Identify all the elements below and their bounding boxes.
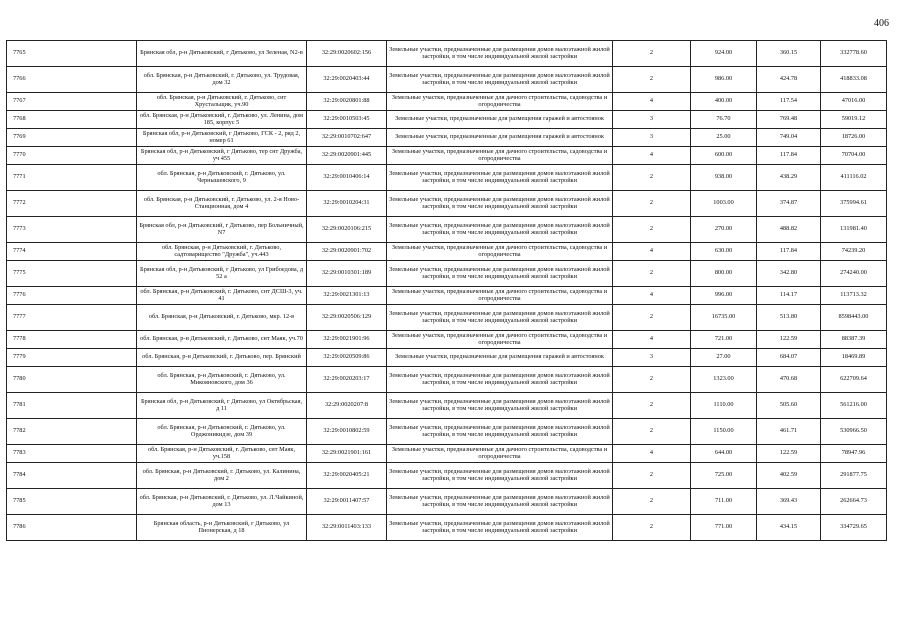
specific-value-cell: 369.43 bbox=[757, 489, 821, 515]
cadastral-number-cell: 32:29:0010301:189 bbox=[307, 261, 387, 287]
group-cell: 3 bbox=[613, 111, 691, 129]
row-number: 7786 bbox=[7, 515, 137, 541]
cadastral-value-cell: 291877.75 bbox=[821, 463, 887, 489]
address-cell: обл. Брянская, р-н Дятьковский, г. Дятьково, ул. Калинина, дом 2 bbox=[137, 463, 307, 489]
cadastral-number-cell: 32:29:0020203:17 bbox=[307, 367, 387, 393]
specific-value-cell: 505.60 bbox=[757, 393, 821, 419]
specific-value-cell: 117.84 bbox=[757, 243, 821, 261]
table-row bbox=[7, 111, 887, 129]
specific-value-cell: 684.07 bbox=[757, 349, 821, 367]
row-number: 7765 bbox=[7, 41, 137, 67]
row-number: 7774 bbox=[7, 243, 137, 261]
group-cell: 3 bbox=[613, 349, 691, 367]
land-use-cell: Земельные участки, предназначенные для дачного строительства, садоводства и огородничества bbox=[387, 93, 613, 111]
cadastral-number-cell: 32:29:0021901:161 bbox=[307, 445, 387, 463]
specific-value-cell: 360.15 bbox=[757, 41, 821, 67]
cadastral-number-cell: 32:29:0020602:156 bbox=[307, 41, 387, 67]
table-row bbox=[7, 349, 887, 367]
area-cell: 721.00 bbox=[691, 331, 757, 349]
cadastral-value-cell: 418833.08 bbox=[821, 67, 887, 93]
row-number: 7780 bbox=[7, 367, 137, 393]
cadastral-number-cell: 32:29:0010204:31 bbox=[307, 191, 387, 217]
cadastral-value-cell: 18469.89 bbox=[821, 349, 887, 367]
page-number: 406 bbox=[874, 18, 889, 29]
land-use-cell: Земельные участки, предназначенные для размещения домов малоэтажной жилой застройки, в том числе индивидуальной жилой застройки bbox=[387, 191, 613, 217]
table-row bbox=[7, 367, 887, 393]
group-cell: 4 bbox=[613, 331, 691, 349]
address-cell: обл. Брянская, р-н Дятьковский, г. Дятьково, ул. 2-я Ново-Станционная, дом 4 bbox=[137, 191, 307, 217]
land-use-cell: Земельные участки, предназначенные для размещения гаражей и автостоянок bbox=[387, 111, 613, 129]
group-cell: 2 bbox=[613, 217, 691, 243]
land-use-cell: Земельные участки, предназначенные для дачного строительства, садоводства и огородничества bbox=[387, 445, 613, 463]
land-use-cell: Земельные участки, предназначенные для дачного строительства, садоводства и огородничества bbox=[387, 331, 613, 349]
area-cell: 76.70 bbox=[691, 111, 757, 129]
group-cell: 2 bbox=[613, 41, 691, 67]
address-cell: обл. Брянская, р-н Дятьковский, г. Дятьково, снт Маяк, уч.158 bbox=[137, 445, 307, 463]
address-cell: обл. Брянская, р-н Дятьковский, г. Дятьково, пер. Брянский bbox=[137, 349, 307, 367]
cadastral-value-table bbox=[6, 40, 887, 541]
cadastral-value-cell: 74239.20 bbox=[821, 243, 887, 261]
table-row bbox=[7, 191, 887, 217]
specific-value-cell: 117.54 bbox=[757, 93, 821, 111]
area-cell: 25.00 bbox=[691, 129, 757, 147]
address-cell: обл. Брянская, р-н Дятьковский, г. Дятьково, ул. Микояновского, дом 36 bbox=[137, 367, 307, 393]
specific-value-cell: 488.82 bbox=[757, 217, 821, 243]
specific-value-cell: 749.04 bbox=[757, 129, 821, 147]
cadastral-value-cell: 18726.00 bbox=[821, 129, 887, 147]
address-cell: обл. Брянская, р-н Дятьковский, г. Дятьково, садтоварищество "Дружба", уч.443 bbox=[137, 243, 307, 261]
area-cell: 1003.00 bbox=[691, 191, 757, 217]
cadastral-value-cell: 59019.12 bbox=[821, 111, 887, 129]
row-number: 7784 bbox=[7, 463, 137, 489]
cadastral-value-cell: 78947.96 bbox=[821, 445, 887, 463]
row-number: 7768 bbox=[7, 111, 137, 129]
cadastral-number-cell: 32:29:0021901:96 bbox=[307, 331, 387, 349]
land-use-cell: Земельные участки, предназначенные для размещения домов малоэтажной жилой застройки, в том числе индивидуальной жилой застройки bbox=[387, 165, 613, 191]
specific-value-cell: 461.71 bbox=[757, 419, 821, 445]
address-cell: обл. Брянская, р-н Дятьковский, г. Дятьково, снт Маяк, уч.70 bbox=[137, 331, 307, 349]
table-body bbox=[7, 41, 887, 541]
table-row bbox=[7, 489, 887, 515]
address-cell: обл. Брянская, р-н Дятьковский, г. Дятьково, снт ДСШ-3, уч. 41 bbox=[137, 287, 307, 305]
specific-value-cell: 769.48 bbox=[757, 111, 821, 129]
cadastral-number-cell: 32:29:0020506:129 bbox=[307, 305, 387, 331]
land-use-cell: Земельные участки, предназначенные для размещения домов малоэтажной жилой застройки, в том числе индивидуальной жилой застройки bbox=[387, 217, 613, 243]
specific-value-cell: 438.29 bbox=[757, 165, 821, 191]
group-cell: 2 bbox=[613, 305, 691, 331]
row-number: 7772 bbox=[7, 191, 137, 217]
group-cell: 2 bbox=[613, 67, 691, 93]
row-number: 7767 bbox=[7, 93, 137, 111]
specific-value-cell: 424.78 bbox=[757, 67, 821, 93]
table-row bbox=[7, 287, 887, 305]
land-use-cell: Земельные участки, предназначенные для дачного строительства, садоводства и огородничества bbox=[387, 287, 613, 305]
cadastral-number-cell: 32:29:0010702:647 bbox=[307, 129, 387, 147]
table-row bbox=[7, 463, 887, 489]
cadastral-value-cell: 88387.39 bbox=[821, 331, 887, 349]
row-number: 7766 bbox=[7, 67, 137, 93]
cadastral-value-cell: 262664.73 bbox=[821, 489, 887, 515]
specific-value-cell: 513.80 bbox=[757, 305, 821, 331]
group-cell: 3 bbox=[613, 129, 691, 147]
address-cell: обл. Брянская, р-н Дятьковский, г. Дятьково, ул. Ленина, дом 185, корпус 5 bbox=[137, 111, 307, 129]
cadastral-value-cell: 375994.61 bbox=[821, 191, 887, 217]
specific-value-cell: 114.17 bbox=[757, 287, 821, 305]
area-cell: 270.00 bbox=[691, 217, 757, 243]
cadastral-number-cell: 32:29:0020403:44 bbox=[307, 67, 387, 93]
address-cell: обл. Брянская, р-н Дятьковский, г. Дятьково, ул. Орджоникидзе, дом 39 bbox=[137, 419, 307, 445]
area-cell: 938.00 bbox=[691, 165, 757, 191]
row-number: 7773 bbox=[7, 217, 137, 243]
table-row bbox=[7, 445, 887, 463]
group-cell: 2 bbox=[613, 367, 691, 393]
row-number: 7775 bbox=[7, 261, 137, 287]
cadastral-value-cell: 8598443.00 bbox=[821, 305, 887, 331]
row-number: 7783 bbox=[7, 445, 137, 463]
table-row bbox=[7, 41, 887, 67]
area-cell: 725.00 bbox=[691, 463, 757, 489]
cadastral-value-cell: 70704.00 bbox=[821, 147, 887, 165]
group-cell: 4 bbox=[613, 445, 691, 463]
row-number: 7771 bbox=[7, 165, 137, 191]
land-use-cell: Земельные участки, предназначенные для размещения домов малоэтажной жилой застройки, в том числе индивидуальной жилой застройки bbox=[387, 515, 613, 541]
land-use-cell: Земельные участки, предназначенные для размещения домов малоэтажной жилой застройки, в том числе индивидуальной жилой застройки bbox=[387, 489, 613, 515]
specific-value-cell: 122.59 bbox=[757, 445, 821, 463]
row-number: 7770 bbox=[7, 147, 137, 165]
row-number: 7785 bbox=[7, 489, 137, 515]
specific-value-cell: 402.59 bbox=[757, 463, 821, 489]
table-row bbox=[7, 243, 887, 261]
address-cell: Брянская обл, р-н Дятьковский, г Дятьково, ГСК - 2, ряд 2, номер 61 bbox=[137, 129, 307, 147]
group-cell: 4 bbox=[613, 147, 691, 165]
cadastral-number-cell: 32:29:0010503:45 bbox=[307, 111, 387, 129]
group-cell: 4 bbox=[613, 287, 691, 305]
address-cell: обл. Брянская, р-н Дятьковский, г. Дятьково, ул. Чернышевского, 9 bbox=[137, 165, 307, 191]
land-use-cell: Земельные участки, предназначенные для размещения домов малоэтажной жилой застройки, в том числе индивидуальной жилой застройки bbox=[387, 367, 613, 393]
address-cell: Брянская обл, р-н Дятьковский, г Дятьково, ул Грибоедова, д 52 а bbox=[137, 261, 307, 287]
specific-value-cell: 117.84 bbox=[757, 147, 821, 165]
land-use-cell: Земельные участки, предназначенные для размещения домов малоэтажной жилой застройки, в том числе индивидуальной жилой застройки bbox=[387, 41, 613, 67]
address-cell: Брянская обл, р-н Дятьковский, г Дятьково, пер Больничный, N7 bbox=[137, 217, 307, 243]
cadastral-value-cell: 113713.32 bbox=[821, 287, 887, 305]
row-number: 7779 bbox=[7, 349, 137, 367]
group-cell: 2 bbox=[613, 165, 691, 191]
row-number: 7769 bbox=[7, 129, 137, 147]
land-use-cell: Земельные участки, предназначенные для дачного строительства, садоводства и огородничества bbox=[387, 243, 613, 261]
table-row bbox=[7, 331, 887, 349]
area-cell: 1323.00 bbox=[691, 367, 757, 393]
group-cell: 2 bbox=[613, 393, 691, 419]
specific-value-cell: 434.15 bbox=[757, 515, 821, 541]
group-cell: 2 bbox=[613, 261, 691, 287]
group-cell: 2 bbox=[613, 489, 691, 515]
area-cell: 16735.00 bbox=[691, 305, 757, 331]
table-row bbox=[7, 305, 887, 331]
row-number: 7776 bbox=[7, 287, 137, 305]
land-use-cell: Земельные участки, предназначенные для размещения домов малоэтажной жилой застройки, в том числе индивидуальной жилой застройки bbox=[387, 393, 613, 419]
cadastral-number-cell: 32:29:0021301:13 bbox=[307, 287, 387, 305]
land-use-cell: Земельные участки, предназначенные для дачного строительства, садоводства и огородничества bbox=[387, 147, 613, 165]
specific-value-cell: 122.59 bbox=[757, 331, 821, 349]
cadastral-value-cell: 332778.60 bbox=[821, 41, 887, 67]
group-cell: 2 bbox=[613, 515, 691, 541]
area-cell: 1150.00 bbox=[691, 419, 757, 445]
land-use-cell: Земельные участки, предназначенные для размещения гаражей и автостоянок bbox=[387, 349, 613, 367]
address-cell: Брянская обл, р-н Дятьковский, г Дятьково, ул Зеленая, N2-в bbox=[137, 41, 307, 67]
group-cell: 4 bbox=[613, 243, 691, 261]
area-cell: 1110.00 bbox=[691, 393, 757, 419]
cadastral-number-cell: 32:29:0020405:21 bbox=[307, 463, 387, 489]
cadastral-value-cell: 274240.00 bbox=[821, 261, 887, 287]
address-cell: обл. Брянская, р-н Дятьковский, г. Дятьково, ул. Трудовая, дом 32 bbox=[137, 67, 307, 93]
table-row bbox=[7, 67, 887, 93]
row-number: 7778 bbox=[7, 331, 137, 349]
area-cell: 996.00 bbox=[691, 287, 757, 305]
group-cell: 2 bbox=[613, 463, 691, 489]
area-cell: 711.00 bbox=[691, 489, 757, 515]
specific-value-cell: 342.80 bbox=[757, 261, 821, 287]
address-cell: Брянская обл, р-н Дятьковский, г Дятьково, тер снт Дружба, уч 455 bbox=[137, 147, 307, 165]
cadastral-value-cell: 561216.00 bbox=[821, 393, 887, 419]
area-cell: 27.00 bbox=[691, 349, 757, 367]
table-row bbox=[7, 261, 887, 287]
table-row bbox=[7, 165, 887, 191]
row-number: 7782 bbox=[7, 419, 137, 445]
land-use-cell: Земельные участки, предназначенные для размещения домов малоэтажной жилой застройки, в том числе индивидуальной жилой застройки bbox=[387, 419, 613, 445]
cadastral-number-cell: 32:29:0020901:445 bbox=[307, 147, 387, 165]
cadastral-value-cell: 411116.02 bbox=[821, 165, 887, 191]
specific-value-cell: 470.68 bbox=[757, 367, 821, 393]
cadastral-value-cell: 334729.65 bbox=[821, 515, 887, 541]
land-use-cell: Земельные участки, предназначенные для размещения гаражей и автостоянок bbox=[387, 129, 613, 147]
area-cell: 924.00 bbox=[691, 41, 757, 67]
cadastral-value-cell: 131981.40 bbox=[821, 217, 887, 243]
specific-value-cell: 374.87 bbox=[757, 191, 821, 217]
group-cell: 2 bbox=[613, 419, 691, 445]
table-row bbox=[7, 147, 887, 165]
land-use-cell: Земельные участки, предназначенные для размещения домов малоэтажной жилой застройки, в том числе индивидуальной жилой застройки bbox=[387, 67, 613, 93]
cadastral-number-cell: 32:29:0020801:88 bbox=[307, 93, 387, 111]
cadastral-number-cell: 32:29:0020207:8 bbox=[307, 393, 387, 419]
cadastral-number-cell: 32:29:0011407:57 bbox=[307, 489, 387, 515]
area-cell: 600.00 bbox=[691, 147, 757, 165]
area-cell: 771.00 bbox=[691, 515, 757, 541]
table-row bbox=[7, 93, 887, 111]
table-row bbox=[7, 393, 887, 419]
cadastral-value-cell: 622709.64 bbox=[821, 367, 887, 393]
cadastral-value-cell: 530966.50 bbox=[821, 419, 887, 445]
table-row bbox=[7, 515, 887, 541]
area-cell: 630.00 bbox=[691, 243, 757, 261]
address-cell: Брянская область, р-н Дятьковский, г Дятьково, ул Пионерская, д 18 bbox=[137, 515, 307, 541]
cadastral-number-cell: 32:29:0010802:59 bbox=[307, 419, 387, 445]
area-cell: 400.00 bbox=[691, 93, 757, 111]
address-cell: Брянская обл, р-н Дятьковский, г Дятьково, ул Октябрьская, д 11 bbox=[137, 393, 307, 419]
cadastral-number-cell: 32:29:0020509:86 bbox=[307, 349, 387, 367]
area-cell: 986.00 bbox=[691, 67, 757, 93]
cadastral-number-cell: 32:29:0010406:14 bbox=[307, 165, 387, 191]
cadastral-number-cell: 32:29:0020106:215 bbox=[307, 217, 387, 243]
land-use-cell: Земельные участки, предназначенные для размещения домов малоэтажной жилой застройки, в том числе индивидуальной жилой застройки bbox=[387, 261, 613, 287]
row-number: 7781 bbox=[7, 393, 137, 419]
address-cell: обл. Брянская, р-н Дятьковский, г. Дятьково, снт Хрустальщик, уч.90 bbox=[137, 93, 307, 111]
land-use-cell: Земельные участки, предназначенные для размещения домов малоэтажной жилой застройки, в том числе индивидуальной жилой застройки bbox=[387, 305, 613, 331]
table-row bbox=[7, 419, 887, 445]
land-use-cell: Земельные участки, предназначенные для размещения домов малоэтажной жилой застройки, в том числе индивидуальной жилой застройки bbox=[387, 463, 613, 489]
group-cell: 2 bbox=[613, 191, 691, 217]
area-cell: 800.00 bbox=[691, 261, 757, 287]
group-cell: 4 bbox=[613, 93, 691, 111]
cadastral-number-cell: 32:29:0020901:702 bbox=[307, 243, 387, 261]
area-cell: 644.00 bbox=[691, 445, 757, 463]
table-row bbox=[7, 217, 887, 243]
row-number: 7777 bbox=[7, 305, 137, 331]
cadastral-value-cell: 47016.00 bbox=[821, 93, 887, 111]
address-cell: обл. Брянская, р-н Дятьковский, г. Дятьково, мкр. 12-в bbox=[137, 305, 307, 331]
cadastral-number-cell: 32:29:0011403:133 bbox=[307, 515, 387, 541]
address-cell: обл. Брянская, р-н Дятьковский, г. Дятьково, ул. Л.Чайкиной, дом 13 bbox=[137, 489, 307, 515]
table-row bbox=[7, 129, 887, 147]
